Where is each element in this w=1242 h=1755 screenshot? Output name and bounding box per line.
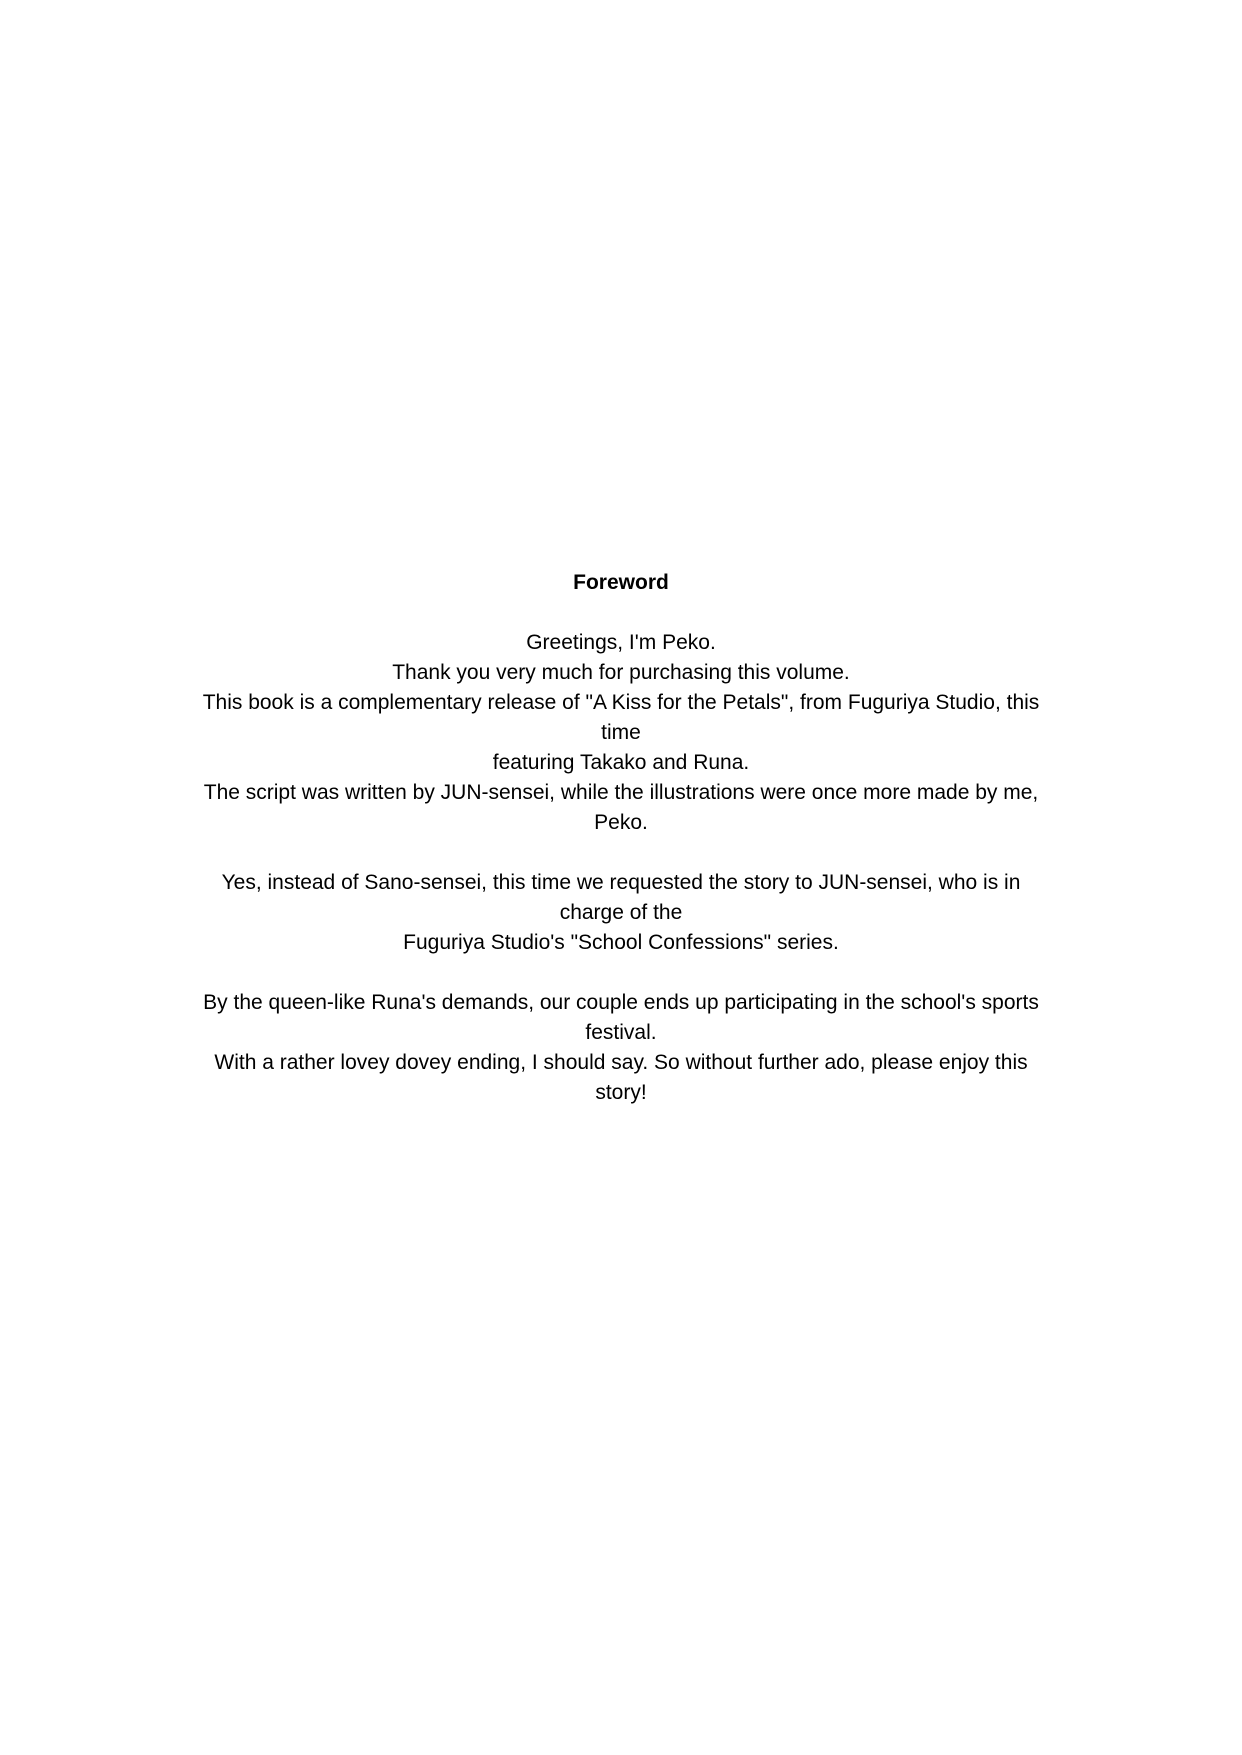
text-line: festival.	[585, 1021, 657, 1044]
text-line: Greetings, I'm Peko.	[526, 631, 716, 654]
document-page	[133, 0, 1109, 1108]
text-line: charge of the	[559, 901, 683, 924]
text-line: Thank you very much for purchasing this volume.	[392, 661, 850, 684]
story-paragraph	[133, 988, 1109, 1108]
text-line: story!	[595, 1081, 647, 1104]
text-line: With a rather lovey dovey ending, I should say. So without further ado, please enjoy this	[214, 1051, 1028, 1074]
text-line: featuring Takako and Runa.	[492, 751, 750, 774]
text-line: Peko.	[594, 811, 648, 834]
text-line: This book is a complementary release of "A Kiss for the Petals", from Fuguriya Studio, this	[202, 691, 1040, 714]
text-line: time	[601, 721, 641, 744]
text-line: Fuguriya Studio's "School Confessions" series.	[403, 931, 839, 954]
text-line: Yes, instead of Sano-sensei, this time we requested the story to JUN-sensei, who is in	[221, 871, 1021, 894]
intro-paragraph	[133, 628, 1109, 838]
text-line: By the queen-like Runa's demands, our couple ends up participating in the school's sports	[203, 991, 1039, 1014]
text-line: The script was written by JUN-sensei, while the illustrations were once more made by me,	[203, 781, 1039, 804]
writer-paragraph	[133, 868, 1109, 958]
foreword-heading: Foreword	[573, 571, 669, 594]
